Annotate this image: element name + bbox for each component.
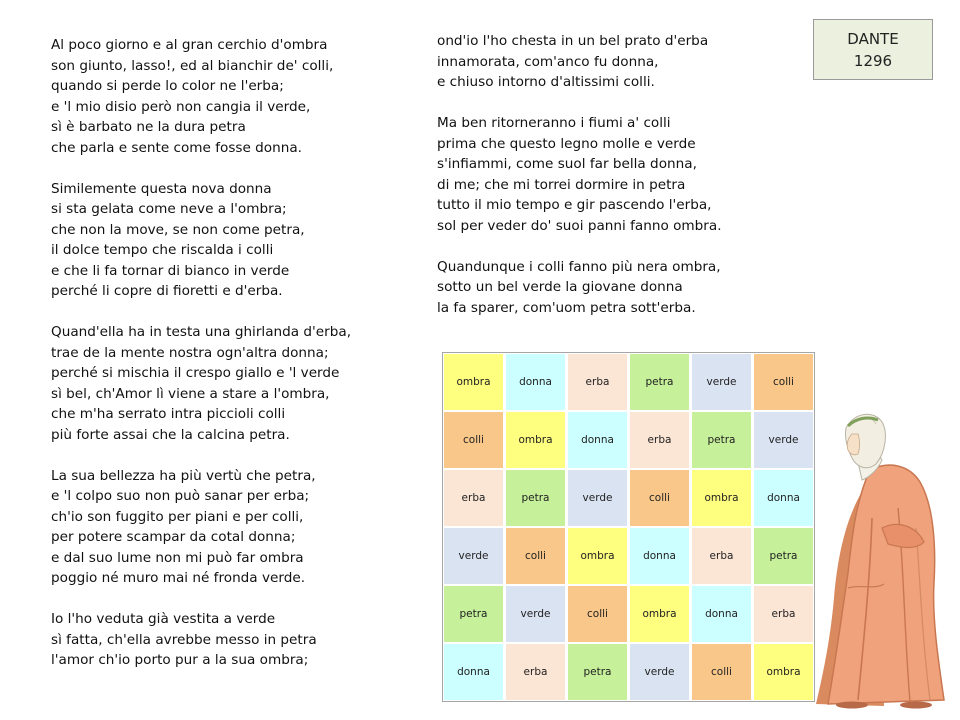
poem-line: ond'io l'ho chesta in un bel prato d'erba [437,33,709,49]
grid-cell-erba: erba [568,354,627,410]
stanza [51,609,351,671]
poem-line: prima che questo legno molle e verde [437,135,696,152]
poem-line: che non la move, se non come petra, [51,221,305,238]
poem-line: s'infiammi, come suol far bella donna, [437,156,697,173]
grid-cell-donna: donna [692,586,751,642]
poem-line: sì fatta, ch'ella avrebbe messo in petra [51,631,317,648]
grid-cell-petra: petra [444,586,503,642]
poem-line: perché li copre di fioretti e d'erba. [51,283,283,300]
grid-cell-erba: erba [754,586,813,642]
grid-cell-erba: erba [506,644,565,700]
grid-cell-petra: petra [506,470,565,526]
grid-cell-colli: colli [568,586,627,642]
grid-cell-donna: donna [754,470,813,526]
grid-cell-verde: verde [444,528,503,584]
poem-line: si sta gelata come neve a l'ombra; [51,201,287,218]
poem-line: Ma ben ritorneranno i fiumi a' colli [437,115,671,132]
poem-line: poggio né muro mai né fronda verde. [51,570,306,587]
poem-line: e 'l mio disio però non cangia il verde, [51,98,311,115]
poem-line: Al poco giorno e al gran cerchio d'ombra [51,37,328,53]
grid-cell-ombra: ombra [630,586,689,642]
grid-cell-petra: petra [630,354,689,410]
grid-cell-colli: colli [630,470,689,526]
poem-line: più forte assai che la calcina petra. [51,426,290,443]
grid-cell-donna: donna [630,528,689,584]
poem-line: sol per veder do' suoi panni fanno ombra. [437,217,722,234]
grid-cell-petra: petra [568,644,627,700]
grid-cell-donna: donna [444,644,503,700]
poem-left-column [51,35,351,691]
grid-cell-erba: erba [444,470,503,526]
stanza [437,257,722,319]
poem-line: l'amor ch'io porto pur a la sua ombra; [51,652,309,669]
grid-cell-erba: erba [630,412,689,468]
stanza [437,31,722,93]
grid-cell-verde: verde [506,586,565,642]
author-year-badge [813,19,933,80]
stanza [51,179,351,302]
grid-cell-verde: verde [692,354,751,410]
grid-cell-colli: colli [692,644,751,700]
poem-line: di me; che mi torrei dormire in petra [437,176,686,193]
poem-line: innamorata, com'anco fu donna, [437,53,659,70]
year-label: 1296 [853,51,893,70]
poem-line: il dolce tempo che riscalda i colli [51,242,274,259]
grid-cell-petra: petra [754,528,813,584]
stanza [437,113,722,236]
poem-line: e chiuso intorno d'altissimi colli. [437,74,655,90]
poem-line: e 'l colpo suo non può sanar per erba; [51,488,310,505]
grid-cell-ombra: ombra [692,470,751,526]
grid-cell-ombra: ombra [568,528,627,584]
sestina-end-word-grid [442,352,815,702]
grid-cell-erba: erba [692,528,751,584]
poem-line: tutto il mio tempo e gir pascendo l'erba, [437,197,712,214]
poem-line: La sua bellezza ha più vertù che petra, [51,467,316,484]
grid-cell-verde: verde [630,644,689,700]
poem-line: sì è barbato ne la dura petra [51,119,246,135]
poem-line: sì bel, ch'Amor lì viene a stare a l'ombra, [51,385,330,402]
poem-line: trae de la mente nostra ogn'altra donna; [51,344,329,361]
grid-cell-ombra: ombra [754,644,813,700]
poem-line: che m'ha serrato intra piccioli colli [51,406,286,423]
poem-line: che parla e sente come fosse donna. [51,139,303,156]
grid-cell-donna: donna [506,354,565,410]
poem-line: perché si mischia il crespo giallo e 'l verde [51,365,340,382]
poem-line: quando si perde lo color ne l'erba; [51,78,284,94]
grid-cell-verde: verde [754,412,813,468]
poem-line: per potere scampar da cotal donna; [51,529,296,546]
stanza [51,35,351,158]
grid-cell-ombra: ombra [506,412,565,468]
poem-line: son giunto, lasso!, ed al bianchir de' colli, [51,57,334,74]
grid-cell-donna: donna [568,412,627,468]
dante-portrait-icon [812,408,958,710]
grid-cell-verde: verde [568,470,627,526]
grid-cell-colli: colli [444,412,503,468]
author-label: DANTE [847,29,899,48]
poem-line: Quandunque i colli fanno più nera ombra, [437,258,721,275]
poem-line: e che li fa tornar di bianco in verde [51,262,290,279]
poem-line: ch'io son fuggito per piani e per colli, [51,508,304,525]
poem-line: sotto un bel verde la giovane donna [437,279,683,296]
poem-line: la fa sparer, com'uom petra sott'erba. [437,299,696,316]
stanza [51,466,351,589]
grid-cell-ombra: ombra [444,354,503,410]
poem-line: Io l'ho veduta già vestita a verde [51,611,276,628]
stanza [51,322,351,445]
grid-cell-petra: petra [692,412,751,468]
poem-right-column [437,31,722,339]
poem-line: Quand'ella ha in testa una ghirlanda d'erba, [51,324,352,341]
poem-line: Similemente questa nova donna [51,180,272,197]
grid-cell-colli: colli [506,528,565,584]
grid-cell-colli: colli [754,354,813,410]
poem-line: e dal suo lume non mi può far ombra [51,549,304,566]
